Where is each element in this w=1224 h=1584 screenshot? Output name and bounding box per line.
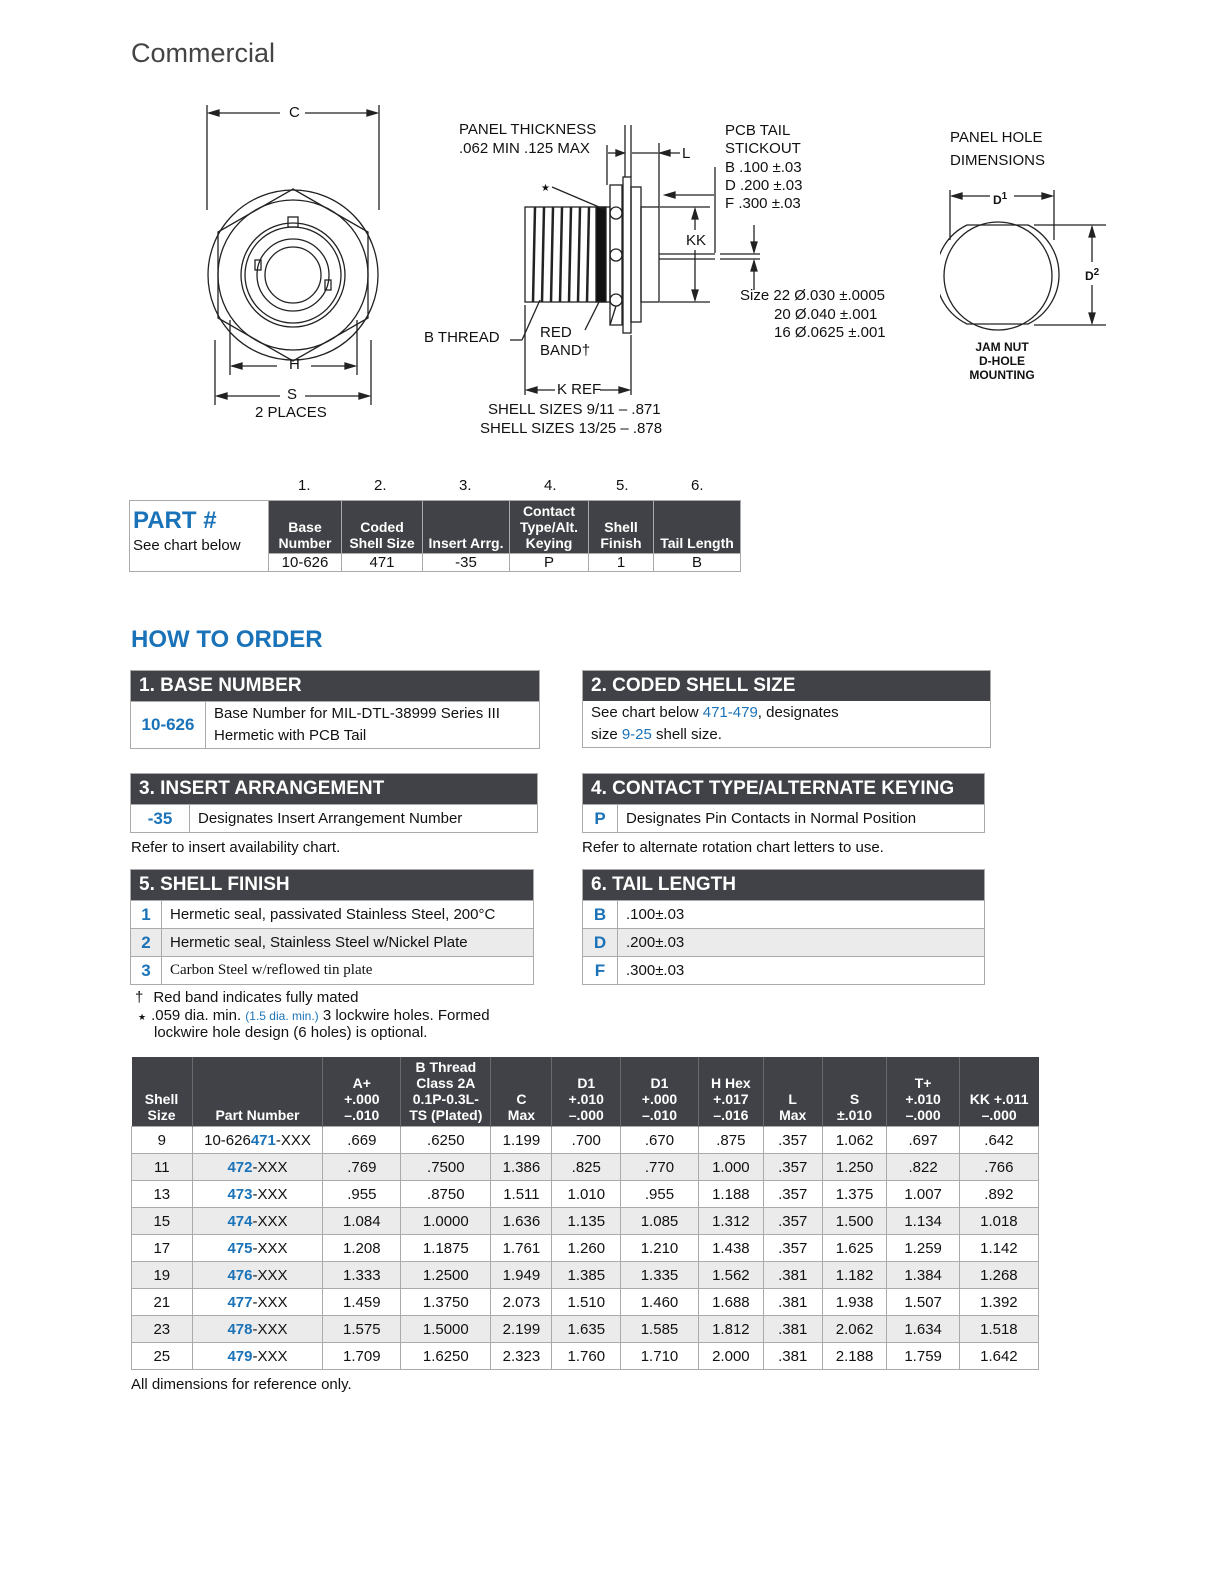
pn-value-contact-type: P — [510, 554, 589, 572]
panel-thickness-values: .062 MIN .125 MAX — [459, 140, 590, 157]
col-h-hex: H Hex +.017 –.016 — [698, 1057, 763, 1127]
shell-finish-code-1: 1 — [131, 901, 162, 928]
table-row: 19 476-XXX 1.333 1.2500 1.949 1.385 1.335 1.562 .381 1.182 1.384 1.268 — [132, 1262, 1039, 1289]
shell-finish-code-2: 2 — [131, 929, 162, 956]
tail-length-code-f: F — [583, 957, 618, 984]
part-number-label-cell — [130, 501, 269, 572]
footnote-dagger: † Red band indicates fully mated — [135, 989, 359, 1006]
table-row: 13 473-XXX .955 .8750 1.511 1.010 .955 1.188 .357 1.375 1.007 .892 — [132, 1181, 1039, 1208]
pn-value-base-number: 10-626 — [269, 554, 342, 572]
col-t: T+ +.010 –.000 — [887, 1057, 959, 1127]
pcb-b-label: B .100 ±.03 — [725, 159, 802, 176]
col-b-thread: B Thread Class 2A 0.1P-0.3L- TS (Plated) — [401, 1057, 491, 1127]
pn-header-shell-finish: Shell Finish — [589, 501, 654, 554]
pn-header-coded-shell: Coded Shell Size — [342, 501, 423, 554]
pin-size-16-label: 16 Ø.0625 ±.001 — [774, 324, 886, 341]
dim-l-label: L — [682, 145, 691, 162]
shell-finish-desc-2: Hermetic seal, Stainless Steel w/Nickel Plate — [170, 934, 468, 951]
footnote-star: ★ .059 dia. min. (1.5 dia. min.) 3 lockwire holes. Formed — [138, 1007, 490, 1024]
part-number-title: PART # — [133, 507, 217, 534]
insert-note: Refer to insert availability chart. — [131, 839, 341, 856]
insert-arrangement-desc: Designates Insert Arrangement Number — [198, 810, 463, 827]
d1-label: $D^1$ — [993, 191, 1008, 207]
pn-header-insert-arrg: Insert Arrg. — [423, 501, 510, 554]
tail-length-code-d: D — [583, 929, 618, 956]
dagger-symbol: † — [135, 989, 144, 1006]
insert-arrangement-header: 3. INSERT ARRANGEMENT — [131, 774, 537, 804]
col-kk: KK +.011 –.000 — [959, 1057, 1038, 1127]
table-row: 11 472-XXX .769 .7500 1.386 .825 .770 1.000 .357 1.250 .822 .766 — [132, 1154, 1039, 1181]
k-ref-label: K REF — [557, 381, 602, 398]
red-band-label-1: RED — [540, 324, 572, 341]
table-row: 21 477-XXX 1.459 1.3750 2.073 1.510 1.460 1.688 .381 1.938 1.507 1.392 — [132, 1289, 1039, 1316]
col-a: A+ +.000 –.010 — [323, 1057, 401, 1127]
contact-type-box — [582, 773, 985, 833]
base-number-box — [130, 670, 540, 749]
pn-header-contact-type: Contact Type/Alt. Keying — [510, 501, 589, 554]
table-row: 15 474-XXX 1.084 1.0000 1.636 1.135 1.085 1.312 .357 1.500 1.134 1.018 — [132, 1208, 1039, 1235]
insert-arrangement-box — [130, 773, 538, 833]
pn-header-tail-length: Tail Length — [654, 501, 741, 554]
pcb-d-label: D .200 ±.03 — [725, 177, 803, 194]
pn-value-tail-length: B — [654, 554, 741, 572]
page-title: Commercial — [131, 38, 276, 68]
tail-length-desc-d: .200±.03 — [626, 934, 685, 951]
shell-finish-desc-1: Hermetic seal, passivated Stainless Steel, 200°C — [170, 906, 496, 923]
contact-type-desc: Designates Pin Contacts in Normal Position — [626, 810, 917, 827]
tail-length-desc-f: .300±.03 — [626, 962, 685, 979]
pn-value-shell-finish: 1 — [589, 554, 654, 572]
contact-type-header: 4. CONTACT TYPE/ALTERNATE KEYING — [583, 774, 984, 804]
two-places-label: 2 PLACES — [255, 404, 327, 421]
pn-index-5: 5. — [616, 477, 629, 494]
panel-hole-title-2: DIMENSIONS — [950, 152, 1046, 169]
col-part-number: Part Number — [192, 1057, 323, 1127]
tail-length-code-b: B — [583, 901, 618, 928]
dim-kk-label: KK — [686, 232, 707, 249]
col-s: S ±.010 — [822, 1057, 887, 1127]
pcb-tail-label: PCB TAIL — [725, 122, 791, 139]
pin-size-20-label: 20 Ø.040 ±.001 — [774, 306, 878, 323]
pn-value-insert-arrg: -35 — [423, 554, 510, 572]
shell-finish-box — [130, 869, 534, 985]
pn-index-6: 6. — [691, 477, 704, 494]
dim-h-label: H — [289, 356, 300, 373]
base-number-code: 10-626 — [131, 702, 206, 748]
pn-index-4: 4. — [544, 477, 557, 494]
pn-index-3: 3. — [459, 477, 472, 494]
col-d1-plus: D1 +.010 –.000 — [552, 1057, 621, 1127]
coded-shell-box — [582, 670, 991, 748]
dim-c-label: C — [289, 104, 300, 121]
col-c: C Max — [491, 1057, 552, 1127]
base-number-desc-2: Hermetic with PCB Tail — [214, 727, 367, 744]
panel-hole-title-1: PANEL HOLE — [950, 129, 1043, 146]
insert-arrangement-code: -35 — [131, 805, 190, 832]
star-icon: ★ — [541, 183, 550, 194]
pn-value-coded-shell: 471 — [342, 554, 423, 572]
table-row: 25 479-XXX 1.709 1.6250 2.323 1.760 1.710 2.000 .381 2.188 1.759 1.642 — [132, 1343, 1039, 1370]
shell-finish-desc-3: Carbon Steel w/reflowed tin plate — [170, 962, 373, 978]
panel-thickness-label: PANEL THICKNESS — [459, 121, 597, 138]
pcb-f-label: F .300 ±.03 — [725, 195, 801, 212]
part-number-subtitle: See chart below — [133, 537, 241, 554]
mounting-label: MOUNTING — [969, 368, 1035, 382]
dimension-table — [131, 1057, 1039, 1370]
col-shell-size: Shell Size — [132, 1057, 193, 1127]
coded-shell-header: 2. CODED SHELL SIZE — [583, 671, 990, 701]
pin-size-22-label: Size 22 Ø.030 ±.0005 — [740, 287, 885, 304]
part-number-table — [129, 500, 741, 572]
table-row: 9 10-626471-XXX .669 .6250 1.199 .700 .670 .875 .357 1.062 .697 .642 — [132, 1127, 1039, 1154]
pn-index-2: 2. — [374, 477, 387, 494]
pn-index-1: 1. — [298, 477, 311, 494]
b-thread-label: B THREAD — [424, 329, 500, 346]
col-l: L Max — [763, 1057, 822, 1127]
pn-header-base-number: Base Number — [269, 501, 342, 554]
tail-length-box — [582, 869, 985, 985]
coded-shell-desc-1: See chart below 471-479, designates — [591, 704, 839, 721]
d-hole-label: D-HOLE — [979, 354, 1025, 368]
jam-nut-label: JAM NUT — [975, 340, 1029, 354]
tail-length-desc-b: .100±.03 — [626, 906, 685, 923]
pcb-stickout-label: STICKOUT — [725, 140, 801, 157]
how-to-order-title: HOW TO ORDER — [131, 626, 323, 653]
contact-type-code: P — [583, 805, 618, 832]
d2-label: $D^2$ — [1085, 267, 1100, 283]
base-number-header: 1. BASE NUMBER — [131, 671, 539, 701]
coded-shell-desc-2: size 9-25 shell size. — [591, 726, 722, 743]
panel-hole-drawing — [940, 180, 1115, 335]
shell-sizes-label-2: SHELL SIZES 13/25 – .878 — [480, 420, 663, 437]
shell-finish-code-3: 3 — [131, 957, 162, 984]
shell-sizes-label-1: SHELL SIZES 9/11 – .871 — [488, 401, 661, 418]
tail-length-header: 6. TAIL LENGTH — [583, 870, 984, 900]
red-band-label-2: BAND† — [540, 342, 591, 359]
contact-note: Refer to alternate rotation chart letters to use. — [582, 839, 884, 856]
table-row: 17 475-XXX 1.208 1.1875 1.761 1.260 1.210 1.438 .357 1.625 1.259 1.142 — [132, 1235, 1039, 1262]
dim-s-label: S — [287, 386, 298, 403]
table-row: 23 478-XXX 1.575 1.5000 2.199 1.635 1.585 1.812 .381 2.062 1.634 1.518 — [132, 1316, 1039, 1343]
base-number-desc-1: Base Number for MIL-DTL-38999 Series III — [214, 705, 500, 722]
shell-finish-header: 5. SHELL FINISH — [131, 870, 533, 900]
star-symbol: ★ — [138, 1012, 147, 1022]
table-footer-note: All dimensions for reference only. — [131, 1376, 352, 1393]
col-d1-minus: D1 +.000 –.010 — [621, 1057, 699, 1127]
footnote-star-2: lockwire hole design (6 holes) is optional. — [154, 1024, 428, 1041]
dagger-mark: † — [581, 342, 591, 359]
